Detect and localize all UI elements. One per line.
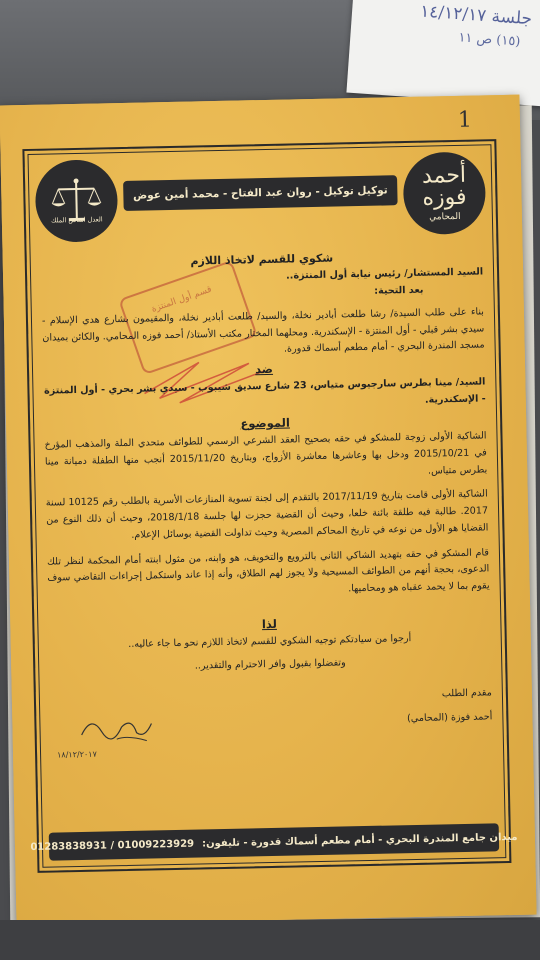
header-title-bar <box>123 175 398 211</box>
desk-bottom <box>0 920 540 960</box>
footer-bar <box>30 823 518 860</box>
greeting: بعد التحية: <box>374 284 424 297</box>
applicant-name: أحمد فوزة (المحامي) <box>406 711 493 725</box>
topic-heading: الموضوع <box>240 415 290 431</box>
footer-address: ميدان جامع المندرة البحري - أمام مطعم أسماك قدورة - تليفون: <box>201 831 518 849</box>
lawyer-monogram-logo <box>403 151 487 235</box>
signature-icon <box>76 708 157 750</box>
header-title: توكيل توكيل - روان عبد الفتاح - محمد أمين عوض <box>132 184 388 202</box>
paragraph-1: الشاكية الأولى زوجة للمشكو في حقه بصحيح العقد الشرعي الرسمي للطوائف متحدي الملة والمذهب المؤرخ في 2015/10/21 ودخل بها وعاشرها معاشرة الأزواج، وبتاريخ 2015/11/20 أنجب منها الطفلة دميانة مينا بطرس متياس. <box>44 430 488 477</box>
document-subject: شكوي للقسم لاتخاذ اللازم <box>190 251 334 268</box>
addressee: السيد المستشار/ رئيس نيابة أول المنتزة.. <box>285 266 484 282</box>
document-body <box>41 245 493 735</box>
paragraph-3: قام المشكو في حقه بتهديد الشاكي الثاني بالترويع والتخويف، هو وابنه، من مثول ابنته أمام المحكمة لنظر تلك الدعوى، بحجة أنهم من الطوائف المسيحية ولا يجوز لهم الطلاق، وأنه إذا عاند واستكمل إجراءات التقاضي سوف يقوم بما لا يحمد عقباه هو ومحاميها. <box>46 547 490 595</box>
scales-logo <box>35 159 119 243</box>
request-text: أرجوا من سيادتكم توجيه الشكوي للقسم لاتخاذ اللازم نحو ما جاء عاليه.. <box>128 633 412 651</box>
note-line-2: (١٥) ص ١١ <box>457 30 521 50</box>
logo-subtitle: المحامي <box>429 211 461 223</box>
applicant-label: مقدم الطلب <box>441 687 492 700</box>
against-heading: ضد <box>255 362 274 377</box>
document-sheet <box>0 95 537 926</box>
document-frame <box>22 139 518 873</box>
stamp-text: قسم أول المنتزة <box>150 284 214 315</box>
seal-motto: العدل اساس الملك <box>51 215 103 225</box>
logo-name: أحمد فوزه <box>421 162 467 211</box>
note-line-1: جلسة ١٤/١٢/١٧ <box>419 1 533 30</box>
paragraph-2: الشاكية الأولى قامت بتاريخ 2017/11/19 بالتقدم إلى لجنة تسوية المنازعات الأسرية بالطلب رقم 10125 لسنة 2017. طالبة فيه طلقة بائنة خلعا، وحيث أن القضية حجزت لها جلسة 2018/1/18، وحيث أن ذلك النوع من القضايا هو الأول من نوعه في تاريخ المحاكم المصرية وحيث تداولت القضية بوسائل الإعلام. <box>45 488 489 541</box>
closing-text: وتفضلوا بقبول وافر الاحترام والتقدير.. <box>194 657 346 672</box>
intro-paragraph: بناء على طلب السيدة/ رشا طلعت أبادير نخلة، والسيد/ طلعت أبادير نخلة، والمقيمون بشارع هدي الإسلام - سيدي بشر قبلي - أول المنتزة - الإسكندرية. ومحلهما المختار مكتب الأستاذ/ أحمد فوزه المحامي. والكائن بميدان مسجد المندرة البحري - أمام مطعم أسماك قدورة. <box>41 306 485 356</box>
page-number: 1 <box>457 107 473 133</box>
signature-date: ١٨/١٢/٢٠١٧ <box>56 749 97 760</box>
handwritten-note <box>346 0 540 107</box>
conclusion-heading: لذا <box>261 616 277 632</box>
footer-phones: 01283838931 / 01009223929 <box>30 838 195 853</box>
against-party: السيد/ مينا بطرس سارجيوس متياس، 23 شارع سديق شيبوب - سيدي بشر بحري - أول المنتزة - الإسكندرية. <box>43 376 486 406</box>
